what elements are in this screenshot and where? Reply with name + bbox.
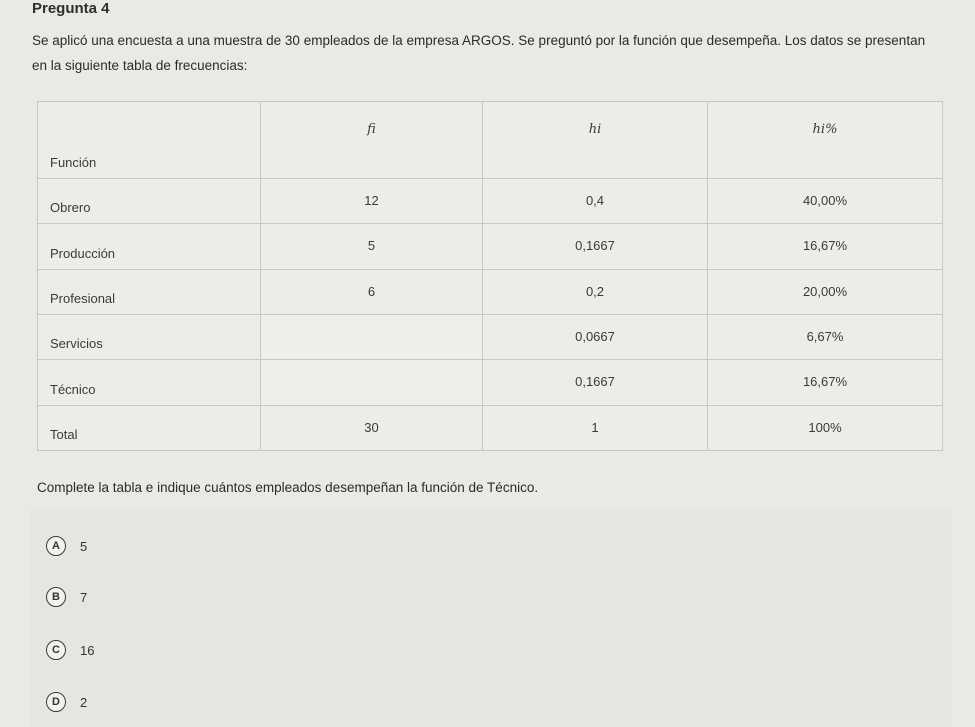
cell-fi-blank xyxy=(261,314,483,359)
header-hi-percent: hi% xyxy=(708,102,943,179)
row-label: Obrero xyxy=(38,179,261,224)
row-label: Servicios xyxy=(38,314,261,359)
option-letter-badge: D xyxy=(46,692,66,712)
table-row xyxy=(38,269,943,314)
cell-hi-percent: 6,67% xyxy=(708,314,943,359)
cell-hi: 0,2 xyxy=(483,269,708,314)
header-funcion: Función xyxy=(38,102,261,179)
cell-hi-percent: 40,00% xyxy=(708,179,943,224)
table-row-total xyxy=(38,405,943,450)
cell-fi: 12 xyxy=(261,179,483,224)
table-row xyxy=(38,314,943,359)
cell-hi: 1 xyxy=(483,405,708,450)
option-letter-badge: B xyxy=(46,587,66,607)
table-header-row xyxy=(38,102,943,179)
option-d[interactable] xyxy=(46,692,87,712)
cell-fi: 5 xyxy=(261,224,483,269)
row-label: Profesional xyxy=(38,269,261,314)
question-instruction: Complete la tabla e indique cuántos empleados desempeñan la función de Técnico. xyxy=(37,480,539,495)
cell-hi-percent: 100% xyxy=(708,405,943,450)
cell-hi-percent: 16,67% xyxy=(708,224,943,269)
table-row xyxy=(38,360,943,405)
table-row xyxy=(38,224,943,269)
cell-hi: 0,1667 xyxy=(483,360,708,405)
cell-fi-blank xyxy=(261,360,483,405)
question-text: Se aplicó una encuesta a una muestra de 30 empleados de la empresa ARGOS. Se preguntó por la función que desempeña. Los datos se presentan en la siguiente tabla de frecuencias: xyxy=(32,33,926,73)
cell-hi-percent: 20,00% xyxy=(708,269,943,314)
cell-hi: 0,4 xyxy=(483,179,708,224)
row-label: Producción xyxy=(38,224,261,269)
table-row xyxy=(38,179,943,224)
cell-hi-percent: 16,67% xyxy=(708,360,943,405)
cell-fi: 6 xyxy=(261,269,483,314)
row-label: Total xyxy=(38,405,261,450)
answer-options xyxy=(30,508,952,727)
option-value: 2 xyxy=(80,694,88,710)
question-title: Pregunta 4 xyxy=(32,0,110,17)
cell-fi: 30 xyxy=(261,405,483,450)
option-b[interactable] xyxy=(46,587,87,607)
frequency-table xyxy=(37,101,943,451)
header-hi: hi xyxy=(483,102,708,179)
option-a[interactable] xyxy=(46,536,87,556)
option-letter-badge: C xyxy=(46,640,66,660)
option-value: 7 xyxy=(80,589,88,605)
option-letter-badge: A xyxy=(46,536,66,556)
cell-hi: 0,1667 xyxy=(483,224,708,269)
cell-hi: 0,0667 xyxy=(483,314,708,359)
header-fi: fi xyxy=(261,102,483,179)
row-label: Técnico xyxy=(38,360,261,405)
option-value: 5 xyxy=(80,538,88,554)
option-value: 16 xyxy=(80,642,95,658)
option-c[interactable] xyxy=(46,640,94,660)
